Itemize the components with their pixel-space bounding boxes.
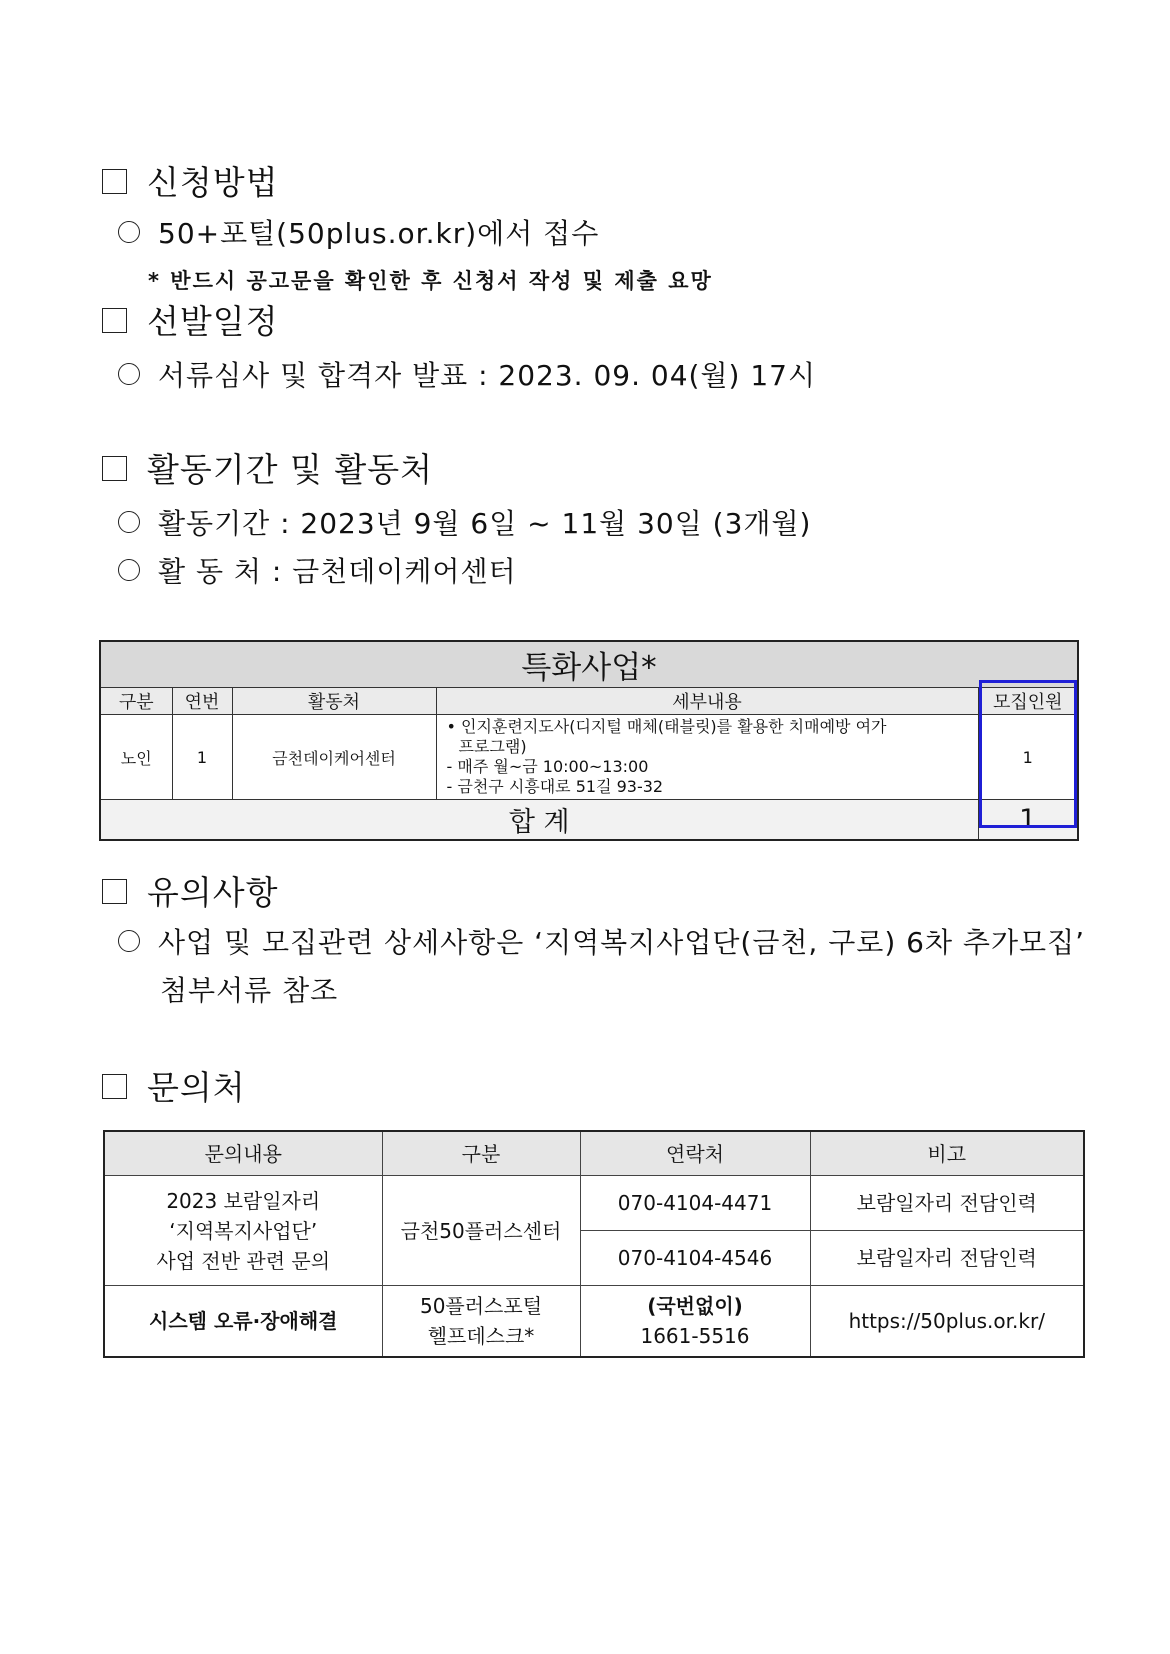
org-line: 50플러스포털 [419,1294,543,1318]
inquiry-content-line: 2023 보람일자리 [166,1188,321,1213]
org-line: 헬프데스크* [427,1324,535,1348]
notice-bullet-continuation: 첨부서류 참조 [160,974,339,1007]
apply-bullet: 50+포털(50plus.or.kr)에서 접수 [118,216,599,252]
circle-bullet-icon [118,559,140,581]
inquiry-content-line: 사업 전반 관련 문의 [156,1248,331,1273]
activity-period-bullet: 활동기간 : 2023년 9월 6일 ~ 11월 30일 (3개월) [118,506,811,542]
column-header: 구분 [382,1131,580,1176]
column-header: 세부내용 [436,688,978,715]
column-header: 연락처 [580,1131,810,1176]
total-row [100,800,1078,841]
activity-place-bullet: 활 동 처 : 금천데이케어센터 [118,554,517,590]
detail-line: 프로그램) [458,737,527,756]
section-apply-title: 신청방법 [102,163,279,203]
phone-cell [580,1286,810,1358]
schedule-bullet: 서류심사 및 합격자 발표 : 2023. 09. 04(월) 17시 [118,358,816,394]
column-header: 비고 [810,1131,1084,1176]
column-header: 활동처 [232,688,436,715]
square-bullet-icon [102,308,127,333]
detail-line: - 매주 월~금 10:00~13:00 [446,757,649,776]
detail-line: - 금천구 시흥대로 51길 93-32 [446,777,664,796]
table-row [104,1176,1084,1231]
org-cell [382,1286,580,1358]
column-header: 문의내용 [104,1131,382,1176]
section-activity-title: 활동기간 및 활동처 [102,450,433,490]
square-bullet-icon [102,456,127,481]
org-cell: 금천50플러스센터 [382,1176,580,1286]
section-notice-title: 유의사항 [102,873,279,913]
column-header: 구분 [100,688,172,715]
detail-line: • 인지훈련지도사(디지털 매체(태블릿)를 활용한 치매예방 여가 [446,717,887,736]
number-cell: 1 [172,715,232,800]
note-cell: 보람일자리 전담인력 [810,1176,1084,1231]
square-bullet-icon [102,169,127,194]
note-cell: 보람일자리 전담인력 [810,1231,1084,1286]
section-contact-title: 문의처 [102,1068,246,1108]
place-cell: 금천데이케어센터 [232,715,436,800]
phone-line: (국번없이) [647,1294,743,1318]
total-label: 합 계 [100,800,978,841]
phone-cell: 070-4104-4546 [580,1231,810,1286]
contact-table [103,1130,1085,1358]
table-row [100,715,1078,800]
circle-bullet-icon [118,221,140,243]
category-cell: 노인 [100,715,172,800]
phone-line: 1661-5516 [640,1324,750,1348]
section-schedule-title: 선발일정 [102,302,279,342]
notice-bullet: 사업 및 모집관련 상세사항은 ‘지역복지사업단(금천, 구로) 6차 추가모집’ [118,925,1085,961]
phone-cell: 070-4104-4471 [580,1176,810,1231]
column-header: 모집인원 [978,688,1078,715]
inquiry-content-cell [104,1176,382,1286]
special-project-table [99,640,1079,841]
square-bullet-icon [102,1074,127,1099]
circle-bullet-icon [118,511,140,533]
table-caption: 특화사업* [100,641,1078,688]
apply-note: * 반드시 공고문을 확인한 후 신청서 작성 및 제출 요망 [148,269,713,293]
total-value: 1 [978,800,1078,841]
circle-bullet-icon [118,930,140,952]
column-header: 연번 [172,688,232,715]
circle-bullet-icon [118,363,140,385]
detail-cell [436,715,978,800]
inquiry-content-cell: 시스템 오류·장애해결 [104,1286,382,1358]
website-link[interactable]: https://50plus.or.kr/ [810,1286,1084,1358]
inquiry-content-line: ‘지역복지사업단’ [169,1218,318,1243]
count-cell: 1 [978,715,1078,800]
square-bullet-icon [102,879,127,904]
table-row [104,1286,1084,1358]
